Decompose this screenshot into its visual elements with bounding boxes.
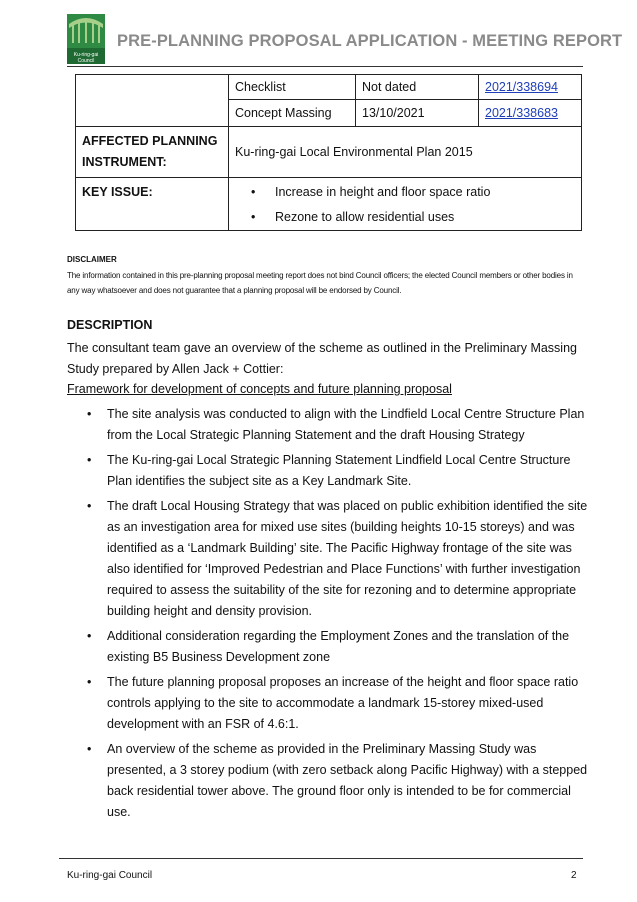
list-item: • The draft Local Housing Strategy that was placed on public exhibition identified the site as an investigation area for mixed use sites (building heights 10-15 storeys) and was identified as a ‘Landmark Building’ site. The Pacific Highway frontage of the site was also identified for ‘Improved Pedestrian and Place Functions’ with further investigation required to assess the suitability of the site for rezoning and to determine appropriate building height and density provision.	[67, 496, 589, 622]
list-item: • Increase in height and floor space ratio	[235, 180, 575, 205]
doc-ref-link[interactable]: 2021/338683	[485, 106, 558, 120]
disclaimer-text: The information contained in this pre-planning proposal meeting report does not bind Council officers; the elected Council members or other bodies in any way whatsoever and does not guarantee that a planning proposal will be endorsed by Council.	[67, 271, 573, 295]
list-item: • Rezone to allow residential uses	[235, 205, 575, 230]
doc-name-cell: Concept Massing	[229, 100, 356, 127]
table-row	[76, 127, 582, 178]
doc-name-cell: Checklist	[229, 75, 356, 100]
list-item: • An overview of the scheme as provided in the Preliminary Massing Study was presented, a 3 storey podium (with zero setback along Pacific Highway) with a stepped back residential tower above. The ground floor only is intended to be for commercial use.	[67, 739, 589, 823]
logo-text-line1: Ku-ring-gai	[73, 52, 99, 58]
header-divider	[67, 66, 583, 67]
disclaimer-heading: DISCLAIMER	[67, 255, 117, 264]
description-heading: DESCRIPTION	[67, 318, 153, 332]
list-item: • Additional consideration regarding the Employment Zones and the translation of the existing B5 Business Development zone	[67, 626, 589, 668]
doc-ref-link[interactable]: 2021/338694	[485, 80, 558, 94]
affected-planning-value: Ku-ring-gai Local Environmental Plan 2015	[229, 127, 582, 178]
affected-planning-label: AFFECTED PLANNING INSTRUMENT:	[76, 127, 229, 178]
list-item: • The future planning proposal proposes an increase of the height and floor space ratio controls applying to the site to accommodate a landmark 15-storey mixed-used development with an FSR of 4.6:1.	[67, 672, 589, 735]
key-issue-cell	[229, 178, 582, 231]
list-item: • The Ku-ring-gai Local Strategic Planning Statement Lindfield Local Centre Structure Plan identifies the subject site as a Key Landmark Site.	[67, 450, 589, 492]
key-issue-label: KEY ISSUE:	[76, 178, 229, 231]
doc-ref-cell	[479, 75, 582, 100]
footer-divider	[59, 858, 583, 859]
table-row	[76, 75, 582, 100]
key-issue-list	[235, 180, 575, 230]
table-row	[76, 178, 582, 231]
logo-text-line2: Council	[77, 58, 95, 64]
doc-ref-cell	[479, 100, 582, 127]
framework-subheading: Framework for development of concepts and future planning proposal	[67, 382, 452, 396]
footer-org: Ku-ring-gai Council	[67, 870, 153, 881]
description-bullet-list	[67, 404, 589, 827]
council-logo	[67, 14, 105, 64]
doc-date-cell: Not dated	[356, 75, 479, 100]
description-intro: The consultant team gave an overview of the scheme as outlined in the Preliminary Massing Study prepared by Allen Jack + Cottier:	[67, 341, 577, 376]
report-title: PRE-PLANNING PROPOSAL APPLICATION - MEETING REPORT	[117, 32, 623, 50]
doc-date-cell: 13/10/2021	[356, 100, 479, 127]
page-number: 2	[571, 870, 577, 881]
table-cell-empty	[76, 75, 229, 127]
list-item: • The site analysis was conducted to align with the Lindfield Local Centre Structure Plan from the Local Strategic Planning Statement and the draft Housing Strategy	[67, 404, 589, 446]
proposal-info-table	[75, 74, 582, 231]
